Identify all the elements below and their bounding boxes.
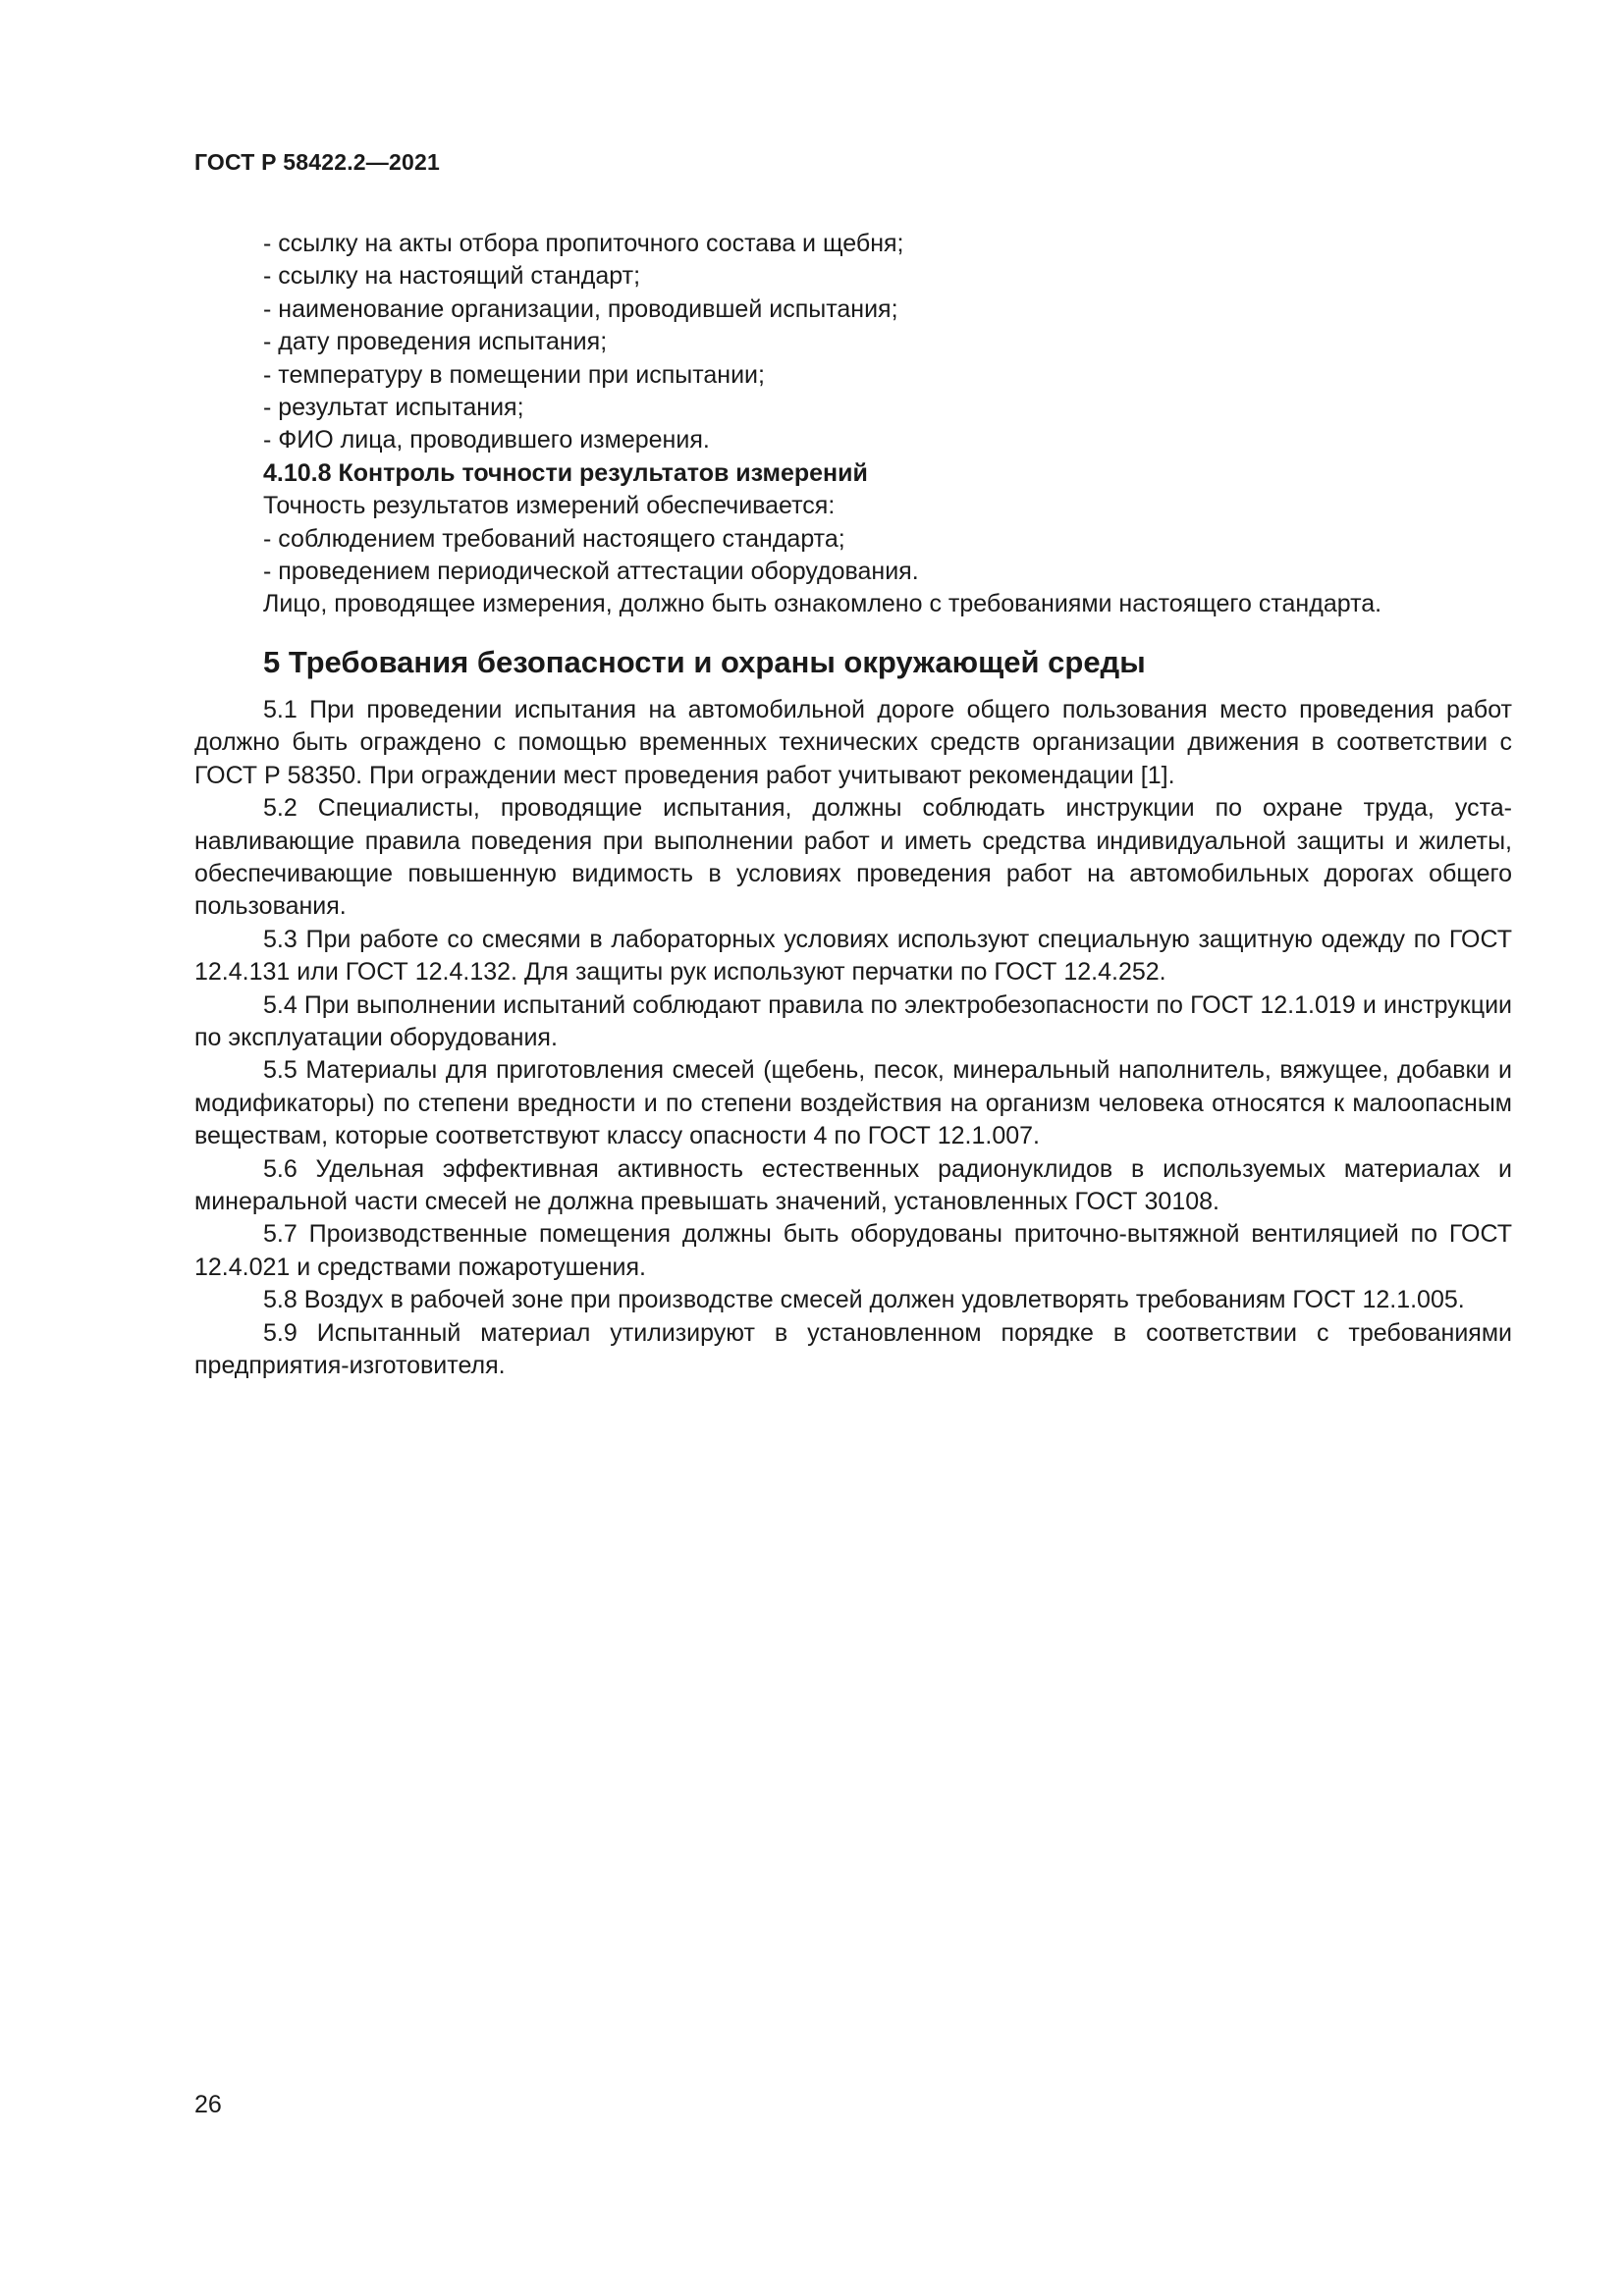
- paragraph-5-1: 5.1 При проведении испытания на автомобильной дороге общего пользования место проведения работ должно быть ограждено с помощью временных технических средств организации движения в соответствии с ГОСТ Р 58350. При ограждении мест проведения работ учитывают рекомендации [1].: [194, 695, 1512, 789]
- paragraph-5-7: 5.7 Производственные помещения должны быть оборудованы приточно-вытяжной вентиляцией по ГОСТ 12.4.021 и средствами пожаротушения.: [194, 1220, 1512, 1281]
- list-item: - ФИО лица, проводившего измерения.: [263, 426, 710, 454]
- list-item: - проведением периодической аттестации оборудования.: [263, 558, 919, 586]
- document-header: ГОСТ Р 58422.2—2021: [194, 149, 440, 175]
- subsection-title: 4.10.8 Контроль точности результатов измерений: [263, 458, 868, 487]
- list-item: - ссылку на акты отбора пропиточного состава и щебня;: [263, 230, 904, 257]
- list-item: - дату проведения испытания;: [263, 328, 608, 356]
- list-item: - ссылку на настоящий стандарт;: [263, 262, 641, 291]
- list-item: - соблюдением требований настоящего стандарта;: [263, 524, 845, 553]
- paragraph-5-6: 5.6 Удельная эффективная активность естественных радионуклидов в используемых материалах и минеральной части смесей не должна превышать значений, установленных ГОСТ 30108.: [194, 1154, 1512, 1215]
- section-heading: 5 Требования безопасности и охраны окружающей среды: [263, 644, 1146, 679]
- list-item: - наименование организации, проводившей испытания;: [263, 294, 898, 323]
- list-item: - результат испытания;: [263, 394, 524, 422]
- paragraph-5-9: 5.9 Испытанный материал утилизируют в установленном порядке в соответствии с требованиями предприятия-изготовителя.: [194, 1318, 1512, 1379]
- subsection-intro: Точность результатов измерений обеспечивается:: [263, 492, 836, 520]
- paragraph-5-8: 5.8 Воздух в рабочей зоне при производстве смесей должен удовлетворять требованиям ГОСТ 12.1.005.: [263, 1286, 1465, 1314]
- page-content: [194, 228, 1512, 1382]
- paragraph-5-4: 5.4 При выполнении испытаний соблюдают правила по электробезопасности по ГОСТ 12.1.019 и инструкции по эксплуатации оборудования.: [194, 990, 1512, 1051]
- page-number: 26: [194, 2091, 222, 2118]
- list-item: - температуру в помещении при испытании;: [263, 360, 765, 389]
- paragraph-5-3: 5.3 При работе со смесями в лабораторных условиях используют специальную защитную одежду по ГОСТ 12.4.131 или ГОСТ 12.4.132. Для защиты рук используют перчатки по ГОСТ 12.4.252.: [194, 925, 1512, 987]
- paragraph-5-2: 5.2 Специалисты, проводящие испытания, должны соблюдать инструкции по охране труда, устанавливающие правила поведения при выполнении работ и иметь средства индивидуальной защиты и жилеты, обеспечивающие повышенную видимость в условиях проведения работ на автомобильных дорогах общего пользования.: [194, 794, 1512, 921]
- subsection-closing: Лицо, проводящее измерения, должно быть ознакомлено с требованиями настоящего стандарта.: [263, 590, 1382, 618]
- paragraph-5-5: 5.5 Материалы для приготовления смесей (щебень, песок, минеральный наполнитель, вяжущее, добавки и модификаторы) по степени вредности и по степени воздействия на организм человека относятся к малоопасным веществам, которые соответствуют классу опасности 4 по ГОСТ 12.1.007.: [194, 1056, 1512, 1150]
